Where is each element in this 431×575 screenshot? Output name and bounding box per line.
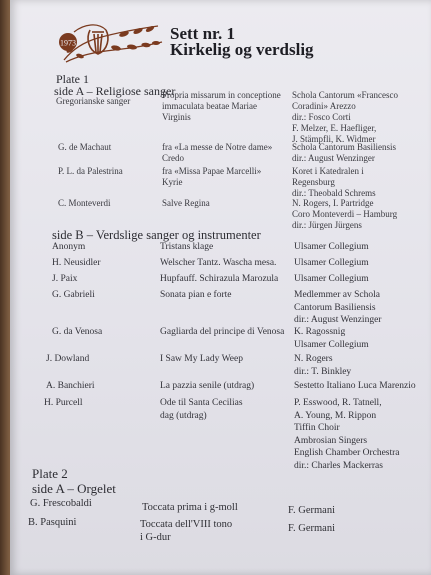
composer: H. Purcell [44, 398, 83, 408]
performers: Ulsamer Collegium [294, 242, 369, 252]
performers: K. Ragossnig Ulsamer Collegium [294, 327, 369, 350]
composer: G. Gabrieli [52, 290, 95, 300]
plate2-label: Plate 2 [32, 466, 68, 481]
performers: Sestetto Italiano Luca Marenzio [294, 381, 416, 391]
performers: Ulsamer Collegium [294, 274, 369, 284]
work-title: Gagliarda del principe di Venosa [160, 327, 285, 337]
emblem-year: 1973 [60, 38, 76, 48]
composer: J. Dowland [46, 354, 90, 364]
performers: F. Germani [288, 523, 335, 534]
composer: B. Pasquini [28, 517, 77, 528]
composer: H. Neusidler [52, 258, 101, 268]
performers: N. Rogers, I. Partridge Coro Monteverdi – Hamburg dir.: Jürgen Jürgens [292, 198, 398, 230]
work-title: Propria missarum in conceptione immaculata beatae Mariae Virginis [162, 90, 281, 122]
program-page [10, 0, 431, 575]
work-title: Sonata pian e forte [160, 290, 232, 300]
composer: Gregorianske sanger [56, 96, 131, 106]
performers: P. Esswood, R. Tatnell, A. Young, M. Rippon Tiffin Choir Ambrosian Singers English Chamber Orchestra dir.: Charles Mackerras [294, 398, 400, 471]
page-title-line2: Kirkelig og verdslig [170, 40, 314, 59]
plate1-label: Plate 1 [56, 72, 89, 86]
performers: Schola Cantorum Basiliensis dir.: August Wenzinger [292, 142, 396, 163]
plate2-sideA-label: side A – Orgelet [32, 481, 116, 496]
composer: Anonym [52, 242, 86, 252]
work-title: fra «La messe de Notre dame» Credo [162, 142, 273, 163]
composer: G. de Machaut [58, 142, 112, 152]
work-title: Toccata prima i g-moll [142, 502, 238, 513]
work-title: La pazzia senile (utdrag) [160, 381, 255, 391]
plate1-sideB-label: side B – Verdslige sanger og instrumenter [52, 228, 261, 242]
performers: Schola Cantorum «Francesco Coradini» Arezzo dir.: Fosco Corti F. Melzer, E. Haefliger, J. Stämpfli, K. Widmer [292, 90, 398, 144]
work-title: Toccata dell'VIII tono i G-dur [140, 519, 233, 543]
composer: C. Monteverdi [58, 198, 111, 208]
composer: G. da Venosa [52, 327, 103, 337]
work-title: Ode til Santa Cecilias dag (utdrag) [160, 398, 243, 421]
plate1-sideA-label: side A – Religiose sanger [54, 84, 176, 98]
page-title-line1: Sett nr. 1 [170, 24, 236, 43]
composer: P. L. da Palestrina [58, 166, 123, 176]
work-title: Hupfauff. Schirazula Marozula [160, 274, 279, 284]
performers: Koret i Katedralen i Regensburg dir.: Theobald Schrems [292, 166, 376, 198]
composer: G. Frescobaldi [30, 498, 92, 509]
work-title: I Saw My Lady Weep [160, 354, 243, 364]
lyre-emblem [54, 20, 166, 66]
work-title: Tristans klage [160, 242, 214, 252]
composer: J. Paix [52, 274, 78, 284]
performers: N. Rogers dir.: T. Binkley [294, 354, 352, 377]
composer: A. Banchieri [46, 381, 95, 391]
work-title: Welscher Tantz. Wascha mesa. [160, 258, 277, 268]
performers: Medlemmer av Schola Cantorum Basiliensis dir.: August Wenzinger [294, 290, 382, 325]
performers: F. Germani [288, 505, 335, 516]
work-title: Salve Regina [162, 198, 210, 208]
performers: Ulsamer Collegium [294, 258, 369, 268]
work-title: fra «Missa Papae Marcelli» Kyrie [162, 166, 262, 187]
